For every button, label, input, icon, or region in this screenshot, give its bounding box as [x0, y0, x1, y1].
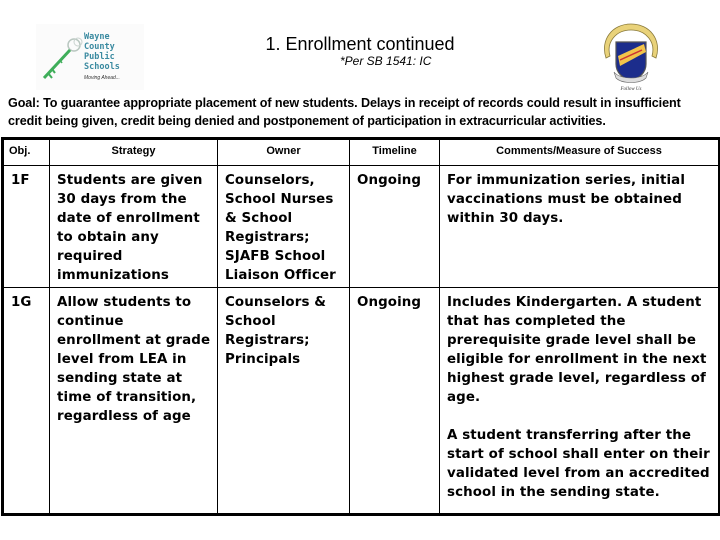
header-comments: Comments/Measure of Success — [440, 139, 720, 166]
cell-timeline: Ongoing — [350, 288, 440, 515]
unit-crest-icon — [596, 20, 666, 92]
logo-text: Wayne County Public Schools — [84, 32, 120, 72]
cell-strategy: Students are given 30 days from the date of enrollment to obtain any required immunizations — [50, 166, 218, 288]
cell-obj: 1F — [3, 166, 50, 288]
table-header-row — [3, 139, 720, 166]
cell-owner: Counselors, School Nurses & School Registrars; SJAFB School Liaison Officer — [218, 166, 350, 288]
cell-obj: 1G — [3, 288, 50, 515]
enrollment-plan-table — [1, 137, 720, 516]
cell-strategy: Allow students to continue enrollment at grade level from LEA in sending state at time of transition, regardless of age — [50, 288, 218, 515]
header-strategy: Strategy — [50, 139, 218, 166]
header-owner: Owner — [218, 139, 350, 166]
page-title: 1. Enrollment continued — [265, 34, 455, 54]
comment-paragraph: For immunization series, initial vaccinations must be obtained within 30 days. — [447, 173, 686, 226]
table-row — [3, 288, 720, 515]
cell-comments — [440, 288, 720, 515]
header-obj: Obj. — [3, 139, 50, 166]
page-subtitle: *Per SB 1541: IC — [340, 54, 432, 68]
goal-statement: Goal: To guarantee appropriate placement of new students. Delays in receipt of records could result in insufficient credit being given, credit being denied and postponement of participation in extracurricular activities. — [8, 96, 681, 128]
cell-comments — [440, 166, 720, 288]
svg-text:Follow Us: Follow Us — [620, 87, 642, 92]
cell-timeline: Ongoing — [350, 166, 440, 288]
header-timeline: Timeline — [350, 139, 440, 166]
cell-owner: Counselors & School Registrars; Principals — [218, 288, 350, 515]
table-row — [3, 166, 720, 288]
logo-tagline: Moving Ahead... — [84, 75, 120, 81]
comment-paragraph: Includes Kindergarten. A student that has completed the prerequisite grade level shall be eligible for enrollment in the next highest grade level, regardless of age. — [447, 295, 707, 405]
comment-paragraph: A student transferring after the start of school shall enter on their validated level from an accredited school in the sending state. — [447, 428, 710, 500]
